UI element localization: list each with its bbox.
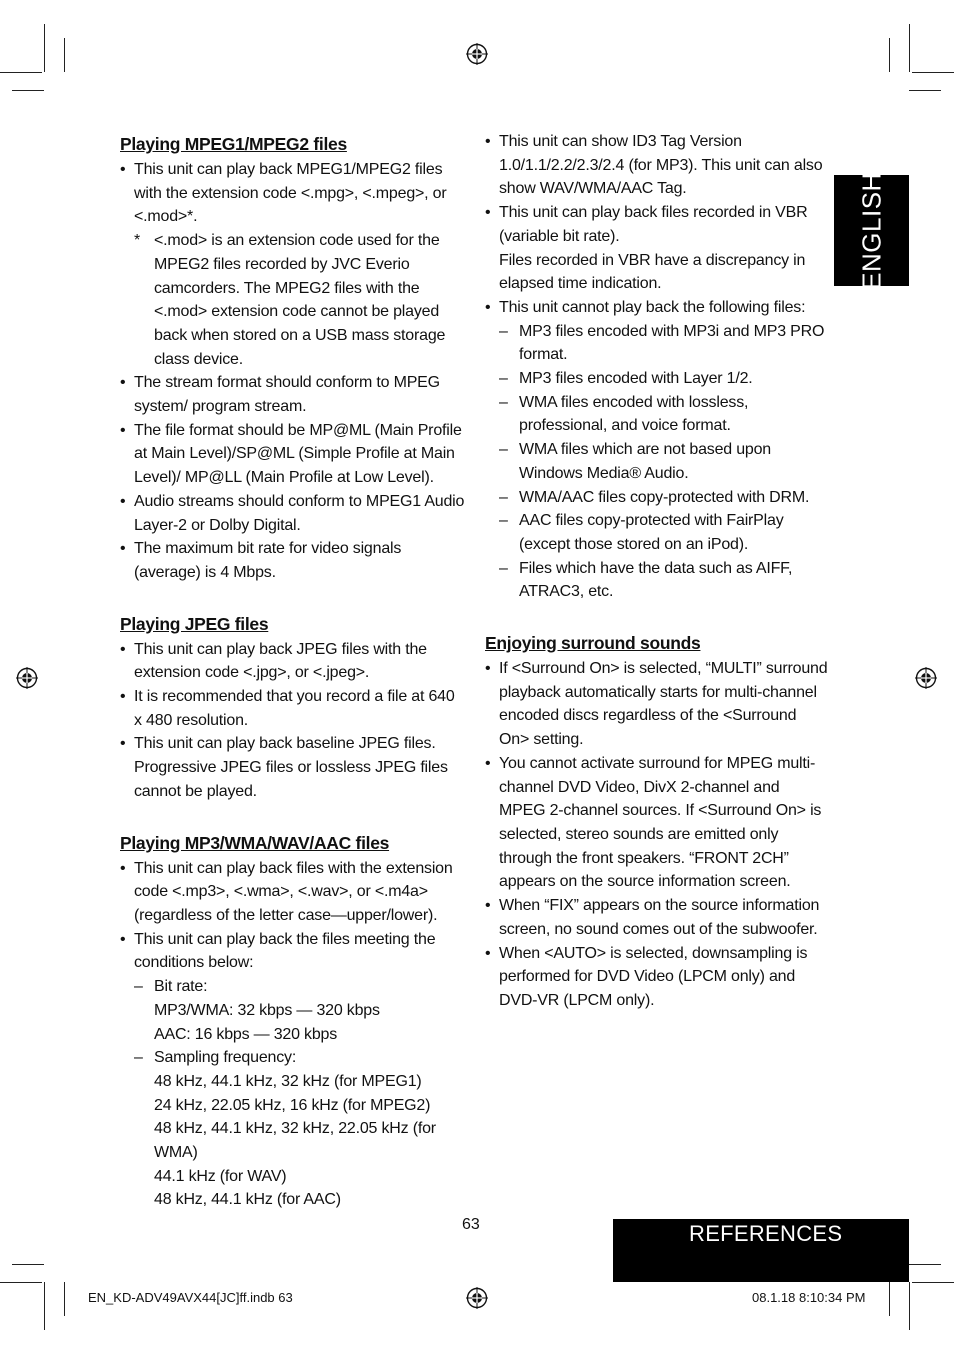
crop-mark — [12, 1264, 44, 1265]
sub-item — [485, 391, 830, 438]
sampling-line: 48 kHz, 44.1 kHz, 32 kHz, 22.05 kHz (for WMA) — [154, 1120, 436, 1162]
section-tab-label: REFERENCES — [689, 1221, 843, 1246]
section-title-mpeg: Playing MPEG1/MPEG2 files — [120, 134, 347, 154]
crop-mark — [889, 1282, 890, 1316]
sub-item-text: MP3 files encoded with MP3i and MP3 PRO format. — [519, 322, 825, 364]
list-item: • You cannot activate surround for MPEG multi-channel DVD Video, DivX 2-channel and MPEG 2-channel sources. If <Surround On> is selected, stereo sounds are emitted only through the front speakers. “FRONT 2CH” appears on the source information screen. — [485, 752, 830, 894]
list-item: • The stream format should conform to MPEG system/ program stream. — [120, 371, 465, 418]
bitrate-label: Bit rate: — [154, 978, 208, 996]
left-column — [120, 130, 465, 1212]
sampling-line: 48 kHz, 44.1 kHz, 32 kHz (for MPEG1) — [154, 1072, 422, 1090]
sampling-line: 48 kHz, 44.1 kHz (for AAC) — [154, 1191, 341, 1209]
crop-mark — [912, 1282, 954, 1283]
list-item: • When “FIX” appears on the source information screen, no sound comes out of the subwoofer. — [485, 894, 830, 941]
crop-mark — [909, 24, 910, 72]
crop-mark — [0, 72, 42, 73]
id3-list-cont — [485, 296, 830, 320]
crop-mark — [912, 72, 954, 73]
dash-marker: – — [134, 1049, 143, 1067]
dash-marker: – — [499, 393, 508, 411]
list-item: • This unit can play back the files meeting the conditions below: — [120, 928, 465, 975]
dash-marker: – — [499, 559, 508, 577]
crop-mark — [909, 90, 941, 91]
sub-item-text: WMA files which are not based upon Windows Media® Audio. — [519, 441, 772, 482]
crop-mark — [64, 38, 65, 72]
registration-mark-icon — [466, 43, 488, 65]
footnote — [120, 229, 465, 371]
id3-list — [485, 130, 830, 249]
sub-item — [485, 367, 830, 391]
footnote-text: <.mod> is an extension code used for the MPEG2 files recorded by JVC Everio camcorders. The MPEG2 files with the <.mod> extension code cannot be played back when stored on a USB mass storage class device. — [154, 232, 446, 368]
footer-timestamp: 08.1.18 8:10:34 PM — [752, 1290, 866, 1305]
list-item: • This unit can play back files with the extension code <.mp3>, <.wma>, <.wav>, or <.m4a> (regardless of the letter case—upper/lower). — [120, 857, 465, 928]
dash-marker: – — [499, 512, 508, 530]
footnote-marker: * — [134, 232, 141, 250]
list-item: • This unit can play back baseline JPEG files. Progressive JPEG files or lossless JPEG files cannot be played. — [120, 732, 465, 803]
mpeg-list — [120, 158, 465, 229]
list-item: • This unit can play back files recorded in VBR (variable bit rate). — [485, 201, 830, 248]
dash-marker: – — [499, 370, 508, 388]
mpeg-list-cont — [120, 371, 465, 584]
list-item: • If <Surround On> is selected, “MULTI” surround playback automatically starts for multi-channel encoded discs regardless of the <Surround On> setting. — [485, 657, 830, 752]
list-item: • This unit can play back JPEG files with the extension code <.jpg>, or <.jpeg>. — [120, 638, 465, 685]
crop-mark — [44, 1282, 45, 1330]
section-title-surround: Enjoying surround sounds — [485, 633, 701, 654]
section-tab — [613, 1219, 909, 1282]
sub-item — [485, 486, 830, 510]
section-title-mp3: Playing MP3/WMA/WAV/AAC files — [120, 832, 390, 853]
dash-marker: – — [499, 488, 508, 506]
crop-mark — [12, 90, 44, 91]
sub-item — [485, 557, 830, 604]
dash-marker: – — [134, 978, 143, 996]
list-item-continuation: Files recorded in VBR have a discrepancy in elapsed time indication. — [499, 251, 806, 293]
page-number: 63 — [462, 1216, 480, 1233]
sub-item — [485, 320, 830, 367]
sub-item-text: WMA files encoded with lossless, professional, and voice format. — [519, 393, 749, 435]
crop-mark — [909, 1282, 910, 1330]
jpeg-list — [120, 638, 465, 804]
right-column — [485, 130, 830, 1013]
dash-marker: – — [499, 322, 508, 340]
list-item: • The file format should be MP@ML (Main Profile at Main Level)/SP@ML (Simple Profile at Main Level)/ MP@LL (Main Profile at Low Level). — [120, 419, 465, 490]
section-title-jpeg: Playing JPEG files — [120, 613, 269, 634]
registration-mark-icon — [915, 667, 937, 689]
registration-mark-icon — [16, 667, 38, 689]
sub-item — [485, 438, 830, 485]
list-item: • It is recommended that you record a file at 640 x 480 resolution. — [120, 685, 465, 732]
sub-item-text: WMA/AAC files copy-protected with DRM. — [519, 488, 810, 506]
registration-mark-icon — [466, 1287, 488, 1309]
sub-item-text: Files which have the data such as AIFF, ATRAC3, etc. — [519, 559, 793, 601]
crop-mark — [909, 1264, 941, 1265]
list-item: • Audio streams should conform to MPEG1 Audio Layer-2 or Dolby Digital. — [120, 490, 465, 537]
list-item: • The maximum bit rate for video signals (average) is 4 Mbps. — [120, 537, 465, 584]
bitrate-item — [120, 975, 465, 1046]
sampling-line: 44.1 kHz (for WAV) — [154, 1167, 287, 1185]
crop-mark — [0, 1282, 42, 1283]
sub-item-text: AAC files copy-protected with FairPlay (except those stored on an iPod). — [519, 512, 784, 553]
list-item: • This unit cannot play back the following files: — [485, 296, 830, 320]
bitrate-line: AAC: 16 kbps — 320 kbps — [154, 1025, 338, 1043]
sub-item — [485, 509, 830, 556]
crop-mark — [64, 1282, 65, 1316]
footer-file: EN_KD-ADV49AVX44[JC]ff.indb 63 — [88, 1290, 293, 1305]
list-item: • This unit can show ID3 Tag Version 1.0/1.1/2.2/2.3/2.4 (for MP3). This unit can also show WAV/WMA/AAC Tag. — [485, 130, 830, 201]
list-item: • When <AUTO> is selected, downsampling is performed for DVD Video (LPCM only) and DVD-VR (LPCM only). — [485, 942, 830, 1013]
crop-mark — [44, 24, 45, 72]
bitrate-line: MP3/WMA: 32 kbps — 320 kbps — [154, 1001, 380, 1019]
list-item: • This unit can play back MPEG1/MPEG2 files with the extension code <.mpg>, <.mpeg>, or <.mod>*. — [120, 158, 465, 229]
language-tab-label: ENGLISH — [856, 171, 886, 290]
sampling-line: 24 kHz, 22.05 kHz, 16 kHz (for MPEG2) — [154, 1096, 431, 1114]
surround-list — [485, 657, 830, 1013]
dash-marker: – — [499, 441, 508, 459]
mp3-list — [120, 857, 465, 976]
language-tab — [834, 171, 909, 290]
sub-item-text: MP3 files encoded with Layer 1/2. — [519, 370, 753, 388]
crop-mark — [889, 38, 890, 72]
sampling-label: Sampling frequency: — [154, 1049, 297, 1067]
sampling-item — [120, 1046, 465, 1212]
